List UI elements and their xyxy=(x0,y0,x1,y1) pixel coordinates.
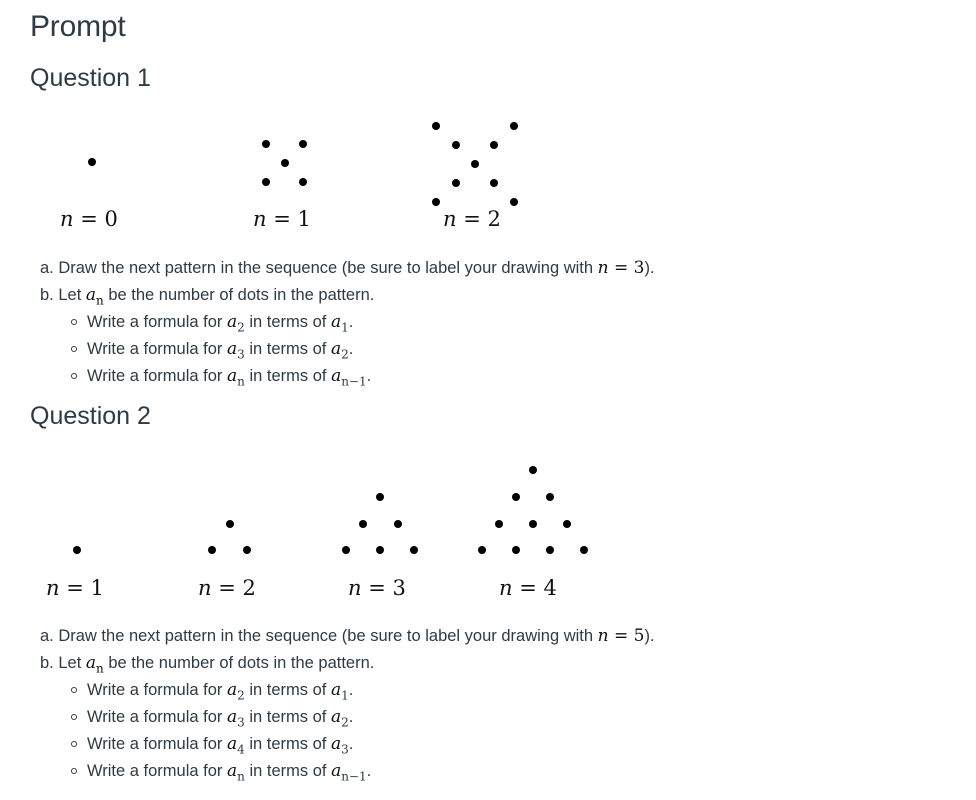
bullet-icon xyxy=(71,687,77,693)
dot xyxy=(432,198,440,206)
dot xyxy=(432,122,440,130)
dot xyxy=(376,493,384,501)
dot xyxy=(262,178,270,186)
dot xyxy=(512,493,520,501)
dot xyxy=(529,466,537,474)
q2-part-b: b. Let $a_n$ be the number of dots in the pattern. xyxy=(40,653,375,676)
dot xyxy=(512,546,520,554)
page-title: Prompt xyxy=(30,10,126,43)
figure-label: n = 2 xyxy=(443,207,501,231)
dot xyxy=(452,179,460,187)
list-item: Write a formula for $a_n$ in terms of $a_{n-1}$. xyxy=(87,761,372,784)
dot xyxy=(342,546,350,554)
dot xyxy=(452,141,460,149)
dot xyxy=(563,520,571,528)
list-item: Write a formula for $a_3$ in terms of $a_2$. xyxy=(87,339,354,362)
bullet-icon xyxy=(71,373,77,379)
question-1-heading: Question 1 xyxy=(30,64,151,92)
figure-label: n = 2 xyxy=(198,576,256,600)
dot xyxy=(73,546,81,554)
figure-label: n = 1 xyxy=(46,576,104,600)
dot xyxy=(490,179,498,187)
dot xyxy=(281,159,289,167)
dot xyxy=(376,546,384,554)
dot xyxy=(299,178,307,186)
dot xyxy=(510,198,518,206)
question-2-heading: Question 2 xyxy=(30,402,151,430)
figure-label: n = 0 xyxy=(60,207,118,231)
dot xyxy=(410,546,418,554)
dot xyxy=(546,493,554,501)
dot xyxy=(88,158,96,166)
dot xyxy=(495,520,503,528)
list-item: Write a formula for $a_2$ in terms of $a_1$. xyxy=(87,312,354,335)
dot xyxy=(471,160,479,168)
list-item: Write a formula for $a_n$ in terms of $a_{n-1}$. xyxy=(87,366,372,389)
dot xyxy=(243,546,251,554)
dot xyxy=(299,140,307,148)
bullet-icon xyxy=(71,768,77,774)
dot xyxy=(394,520,402,528)
dot xyxy=(208,546,216,554)
dot xyxy=(510,122,518,130)
figure-label: n = 3 xyxy=(348,576,406,600)
bullet-icon xyxy=(71,319,77,325)
bullet-icon xyxy=(71,346,77,352)
q1-part-a: a. Draw the next pattern in the sequence (be sure to label your drawing with n = 3). xyxy=(40,258,655,278)
dot xyxy=(490,141,498,149)
bullet-icon xyxy=(71,714,77,720)
list-item: Write a formula for $a_2$ in terms of $a_1$. xyxy=(87,680,354,703)
bullet-icon xyxy=(71,741,77,747)
figure-label: n = 4 xyxy=(499,576,557,600)
q1-part-b: b. Let $a_n$ be the number of dots in the pattern. xyxy=(40,285,375,308)
dot xyxy=(546,546,554,554)
dot xyxy=(226,520,234,528)
dot xyxy=(478,546,486,554)
list-item: Write a formula for $a_4$ in terms of $a_3$. xyxy=(87,734,354,757)
dot xyxy=(359,520,367,528)
q2-part-a: a. Draw the next pattern in the sequence (be sure to label your drawing with n = 5). xyxy=(40,626,655,646)
dot xyxy=(580,546,588,554)
list-item: Write a formula for $a_3$ in terms of $a_2$. xyxy=(87,707,354,730)
dot xyxy=(262,140,270,148)
dot xyxy=(529,520,537,528)
figure-label: n = 1 xyxy=(253,207,311,231)
